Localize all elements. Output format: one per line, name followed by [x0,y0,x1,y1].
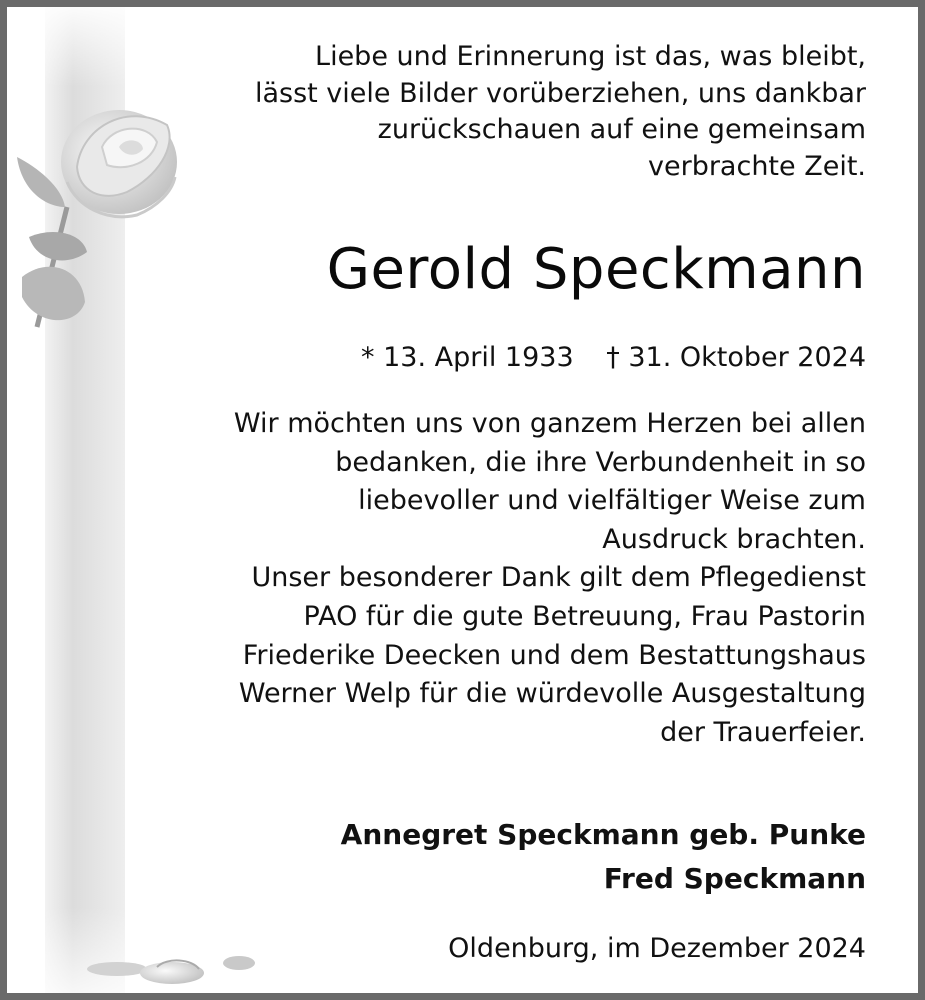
birth-date: * 13. April 1933 [361,342,574,373]
thanks-line: liebevoller und vielfältiger Weise zum [358,485,866,517]
deceased-name: Gerold Speckmann [326,237,866,302]
memorial-quote [186,39,866,185]
signer-name: Annegret Speckmann geb. Punke [340,818,866,851]
thanks-line: bedanken, die ihre Verbundenheit in so [335,446,866,478]
quote-line: Liebe und Erinnerung ist das, was bleibt, [315,41,866,72]
thanks-line: Ausdruck brachten. [602,523,866,555]
signer-name: Fred Speckmann [603,862,866,895]
place-and-date: Oldenburg, im Dezember 2024 [448,933,866,964]
thanks-line: Unser besonderer Dank gilt dem Pflegedienst [251,562,866,594]
thanks-line: PAO für die gute Betreuung, Frau Pastorin [303,600,866,632]
life-dates [361,340,866,376]
quote-line: verbrachte Zeit. [648,150,866,182]
death-date: † 31. Oktober 2024 [606,342,866,373]
thanks-line: Friederike Deecken und dem Bestattungshaus [242,639,866,671]
thanks-line: Werner Welp für die würdevolle Ausgestaltung [238,678,866,710]
quote-line: lässt viele Bilder vorüberziehen, uns dankbar [254,77,866,109]
signers [186,813,866,901]
thanks-text [186,405,866,752]
quote-line: zurückschauen auf eine gemeinsam [377,114,866,145]
thanks-line: der Trauerfeier. [660,716,866,748]
thanks-line: Wir möchten uns von ganzem Herzen bei allen [233,408,866,439]
